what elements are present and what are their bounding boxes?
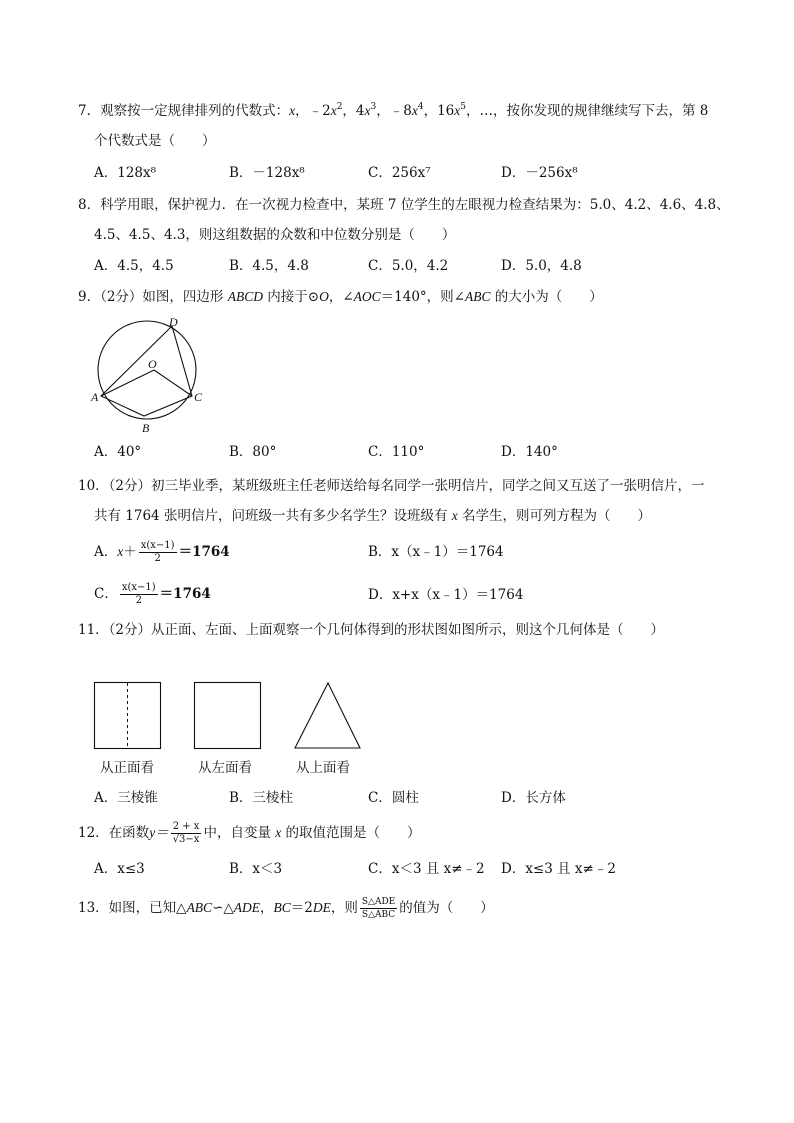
q7-option-d: D．－256x⁸	[501, 165, 578, 181]
circle-o	[98, 321, 196, 419]
q9-option-c: C．110°	[368, 444, 425, 460]
caption-top-view: 从上面看	[296, 760, 350, 776]
q11-option-a: A．三棱锥	[94, 790, 158, 806]
caption-front-view: 从正面看	[100, 760, 154, 776]
q11-option-d: D．长方体	[501, 790, 566, 806]
q10-option-b: B．x（x﹣1）＝1764	[368, 544, 504, 560]
q10-stem: 10．（2分）初三毕业季，某班级班主任老师送给每名同学一张明信片，同学之间又互送了一张明信片，一	[78, 478, 705, 494]
q12-frac-den: √3−x	[172, 834, 200, 845]
q12-stem: 12．在函数y＝ $\frac{2 + x}{√3-x}$ 中，自变量 x 的取值范围是（ ）	[78, 821, 421, 845]
q7-option-a: A．128x⁸	[94, 165, 157, 181]
caption-left-view: 从左面看	[198, 760, 252, 776]
q13-stem: 13．如图，已知△ABC∽△ADE，BC＝2DE，则 $\frac{\text{S△ADE}}{\text{S△ABC}}$ 的值为（ ）	[78, 897, 494, 920]
q12-option-b: B．x＜3	[229, 861, 283, 877]
q12-option-c: C．x＜3 且 x≠﹣2	[368, 861, 485, 877]
q8-option-a: A．4.5，4.5	[94, 258, 174, 274]
label-o: O	[148, 357, 157, 371]
q12-option-d: D．x≤3 且 x≠﹣2	[501, 861, 616, 877]
q11-option-c: C．圆柱	[368, 790, 419, 806]
label-c: C	[194, 390, 203, 404]
q10-stem-line2: 共有 1764 张明信片，问班级一共有多少名学生？设班级有 x 名学生，则可列方程为（ ）	[94, 508, 652, 524]
q7-option-c: C．256x⁷	[368, 165, 431, 181]
q10a-frac-den: 2	[154, 553, 161, 564]
q8-option-c: C．5.0，4.2	[368, 258, 449, 274]
q8-stem-line2: 4.5、4.5、4.3，则这组数据的众数和中位数分别是（ ）	[94, 227, 456, 243]
q10-option-d: D．x+x（x﹣1）＝1764	[368, 587, 524, 603]
q10-option-a: A．x＋ $\frac{x(x-1)}{2}$ ＝1764	[94, 540, 230, 564]
label-a: A	[91, 390, 99, 404]
q7-stem: 7．观察按一定规律排列的代数式：x，$﹣2x^2$，$4x^3$，$﹣8x^4$，$16x^5$，…，按你发现的规律继续写下去，第 8	[78, 102, 709, 119]
q11-three-views-figure	[92, 680, 364, 752]
q8-option-d: D．5.0，4.8	[501, 258, 582, 274]
q12-option-a: A．x≤3	[94, 861, 145, 877]
top-view-triangle	[295, 683, 360, 748]
q10c-frac-num: x(x−1)	[121, 582, 156, 593]
q13-frac-den: S△ABC	[361, 910, 396, 920]
q7-option-b: B．－128x⁸	[229, 165, 305, 181]
q12-frac-num: 2 + x	[171, 821, 202, 834]
q10a-frac-num: x(x−1)	[140, 540, 175, 551]
quadrilateral-abcd	[101, 326, 192, 416]
q11-option-b: B．三棱柱	[229, 790, 293, 806]
q13-frac-num: S△ADE	[361, 897, 396, 907]
q7-stem-tail: ，按你发现的规律继续写下去，第 8	[493, 103, 709, 119]
q7-stem-text: 7．观察按一定规律排列的代数式：	[78, 103, 290, 119]
q8-stem: 8．科学用眼，保护视力．在一次视力检查中，某班 7 位学生的左眼视力检查结果为：5.0、4.2、4.6、4.8、	[78, 197, 730, 213]
q9-option-a: A．40°	[94, 444, 142, 460]
q8-option-b: B．4.5，4.8	[229, 258, 309, 274]
q9-option-d: D．140°	[501, 444, 558, 460]
q10c-frac-den: 2	[135, 595, 142, 606]
q9-circle-figure	[88, 312, 218, 440]
q11-stem: 11．（2分）从正面、左面、上面观察一个几何体得到的形状图如图所示，则这个几何体是（ ）	[78, 622, 665, 638]
left-view-square	[195, 683, 261, 749]
q10-option-c: C． $\frac{x(x-1)}{2}$ ＝1764	[94, 582, 211, 606]
label-b: B	[142, 421, 150, 435]
q9-option-b: B．80°	[229, 444, 277, 460]
label-d: D	[169, 315, 178, 329]
q9-stem: 9．（2分）如图，四边形 ABCD 内接于⊙O，∠AOC＝140°，则∠ABC 的大小为（ ）	[78, 289, 603, 305]
q7-stem-line2: 个代数式是（ ）	[94, 133, 216, 149]
